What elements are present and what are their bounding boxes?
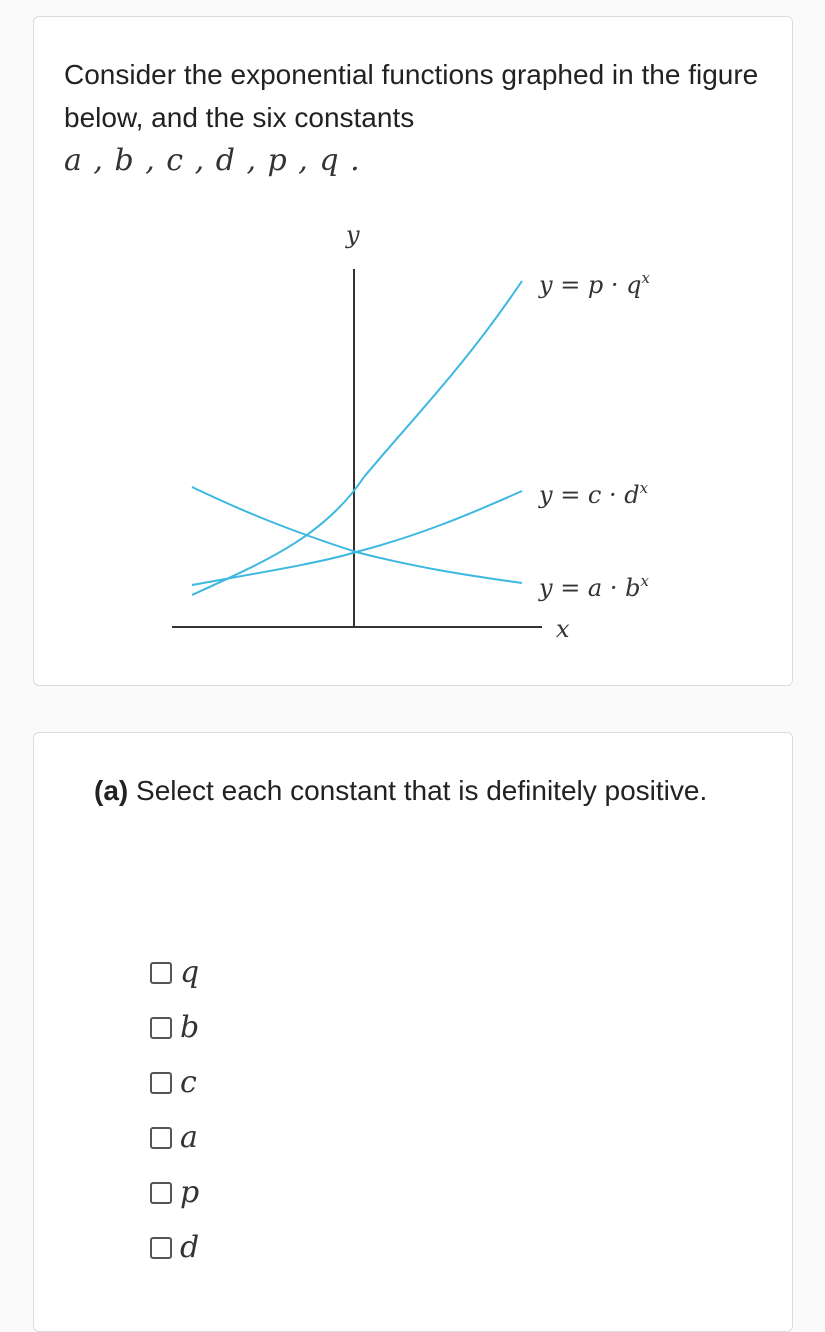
choice-p[interactable] — [150, 1165, 199, 1220]
question-prompt — [94, 769, 734, 812]
choice-label-c: c — [180, 1065, 197, 1100]
choice-list — [150, 945, 199, 1275]
choice-label-b: b — [180, 1010, 200, 1045]
curve-label-cd: $y = c \cdot d^x$ — [539, 479, 649, 509]
choice-label-p: p — [180, 1175, 200, 1210]
problem-intro: Consider the exponential functions graphed in the figure below, and the six constants — [64, 59, 759, 133]
problem-card — [33, 16, 793, 686]
choice-label-d: d — [180, 1230, 200, 1265]
question-part-label: (a) — [94, 775, 129, 806]
choice-c[interactable] — [150, 1055, 199, 1110]
choice-q[interactable] — [150, 945, 199, 1000]
curve-a-b — [192, 487, 522, 583]
constants-list: a , b , c , d , p , q . — [64, 143, 361, 178]
question-card — [33, 732, 793, 1332]
curve-c-d — [192, 491, 522, 585]
choice-label-q: q — [180, 955, 200, 990]
checkbox-p[interactable] — [150, 1182, 172, 1204]
checkbox-b[interactable] — [150, 1017, 172, 1039]
x-axis-label: x — [556, 615, 570, 643]
y-axis-label: y — [346, 221, 360, 249]
checkbox-d[interactable] — [150, 1237, 172, 1259]
checkbox-a[interactable] — [150, 1127, 172, 1149]
checkbox-q[interactable] — [150, 962, 172, 984]
choice-a[interactable] — [150, 1110, 199, 1165]
choice-b[interactable] — [150, 1000, 199, 1055]
curve-label-pq: $y = p \cdot q^x$ — [539, 269, 651, 299]
exponential-graph — [34, 17, 792, 685]
question-text: Select each constant that is definitely positive. — [136, 775, 708, 806]
curve-p-q — [192, 281, 522, 595]
choice-d[interactable] — [150, 1220, 199, 1275]
curve-label-ab: $y = a \cdot b^x$ — [539, 572, 649, 602]
choice-label-a: a — [180, 1120, 198, 1155]
checkbox-c[interactable] — [150, 1072, 172, 1094]
